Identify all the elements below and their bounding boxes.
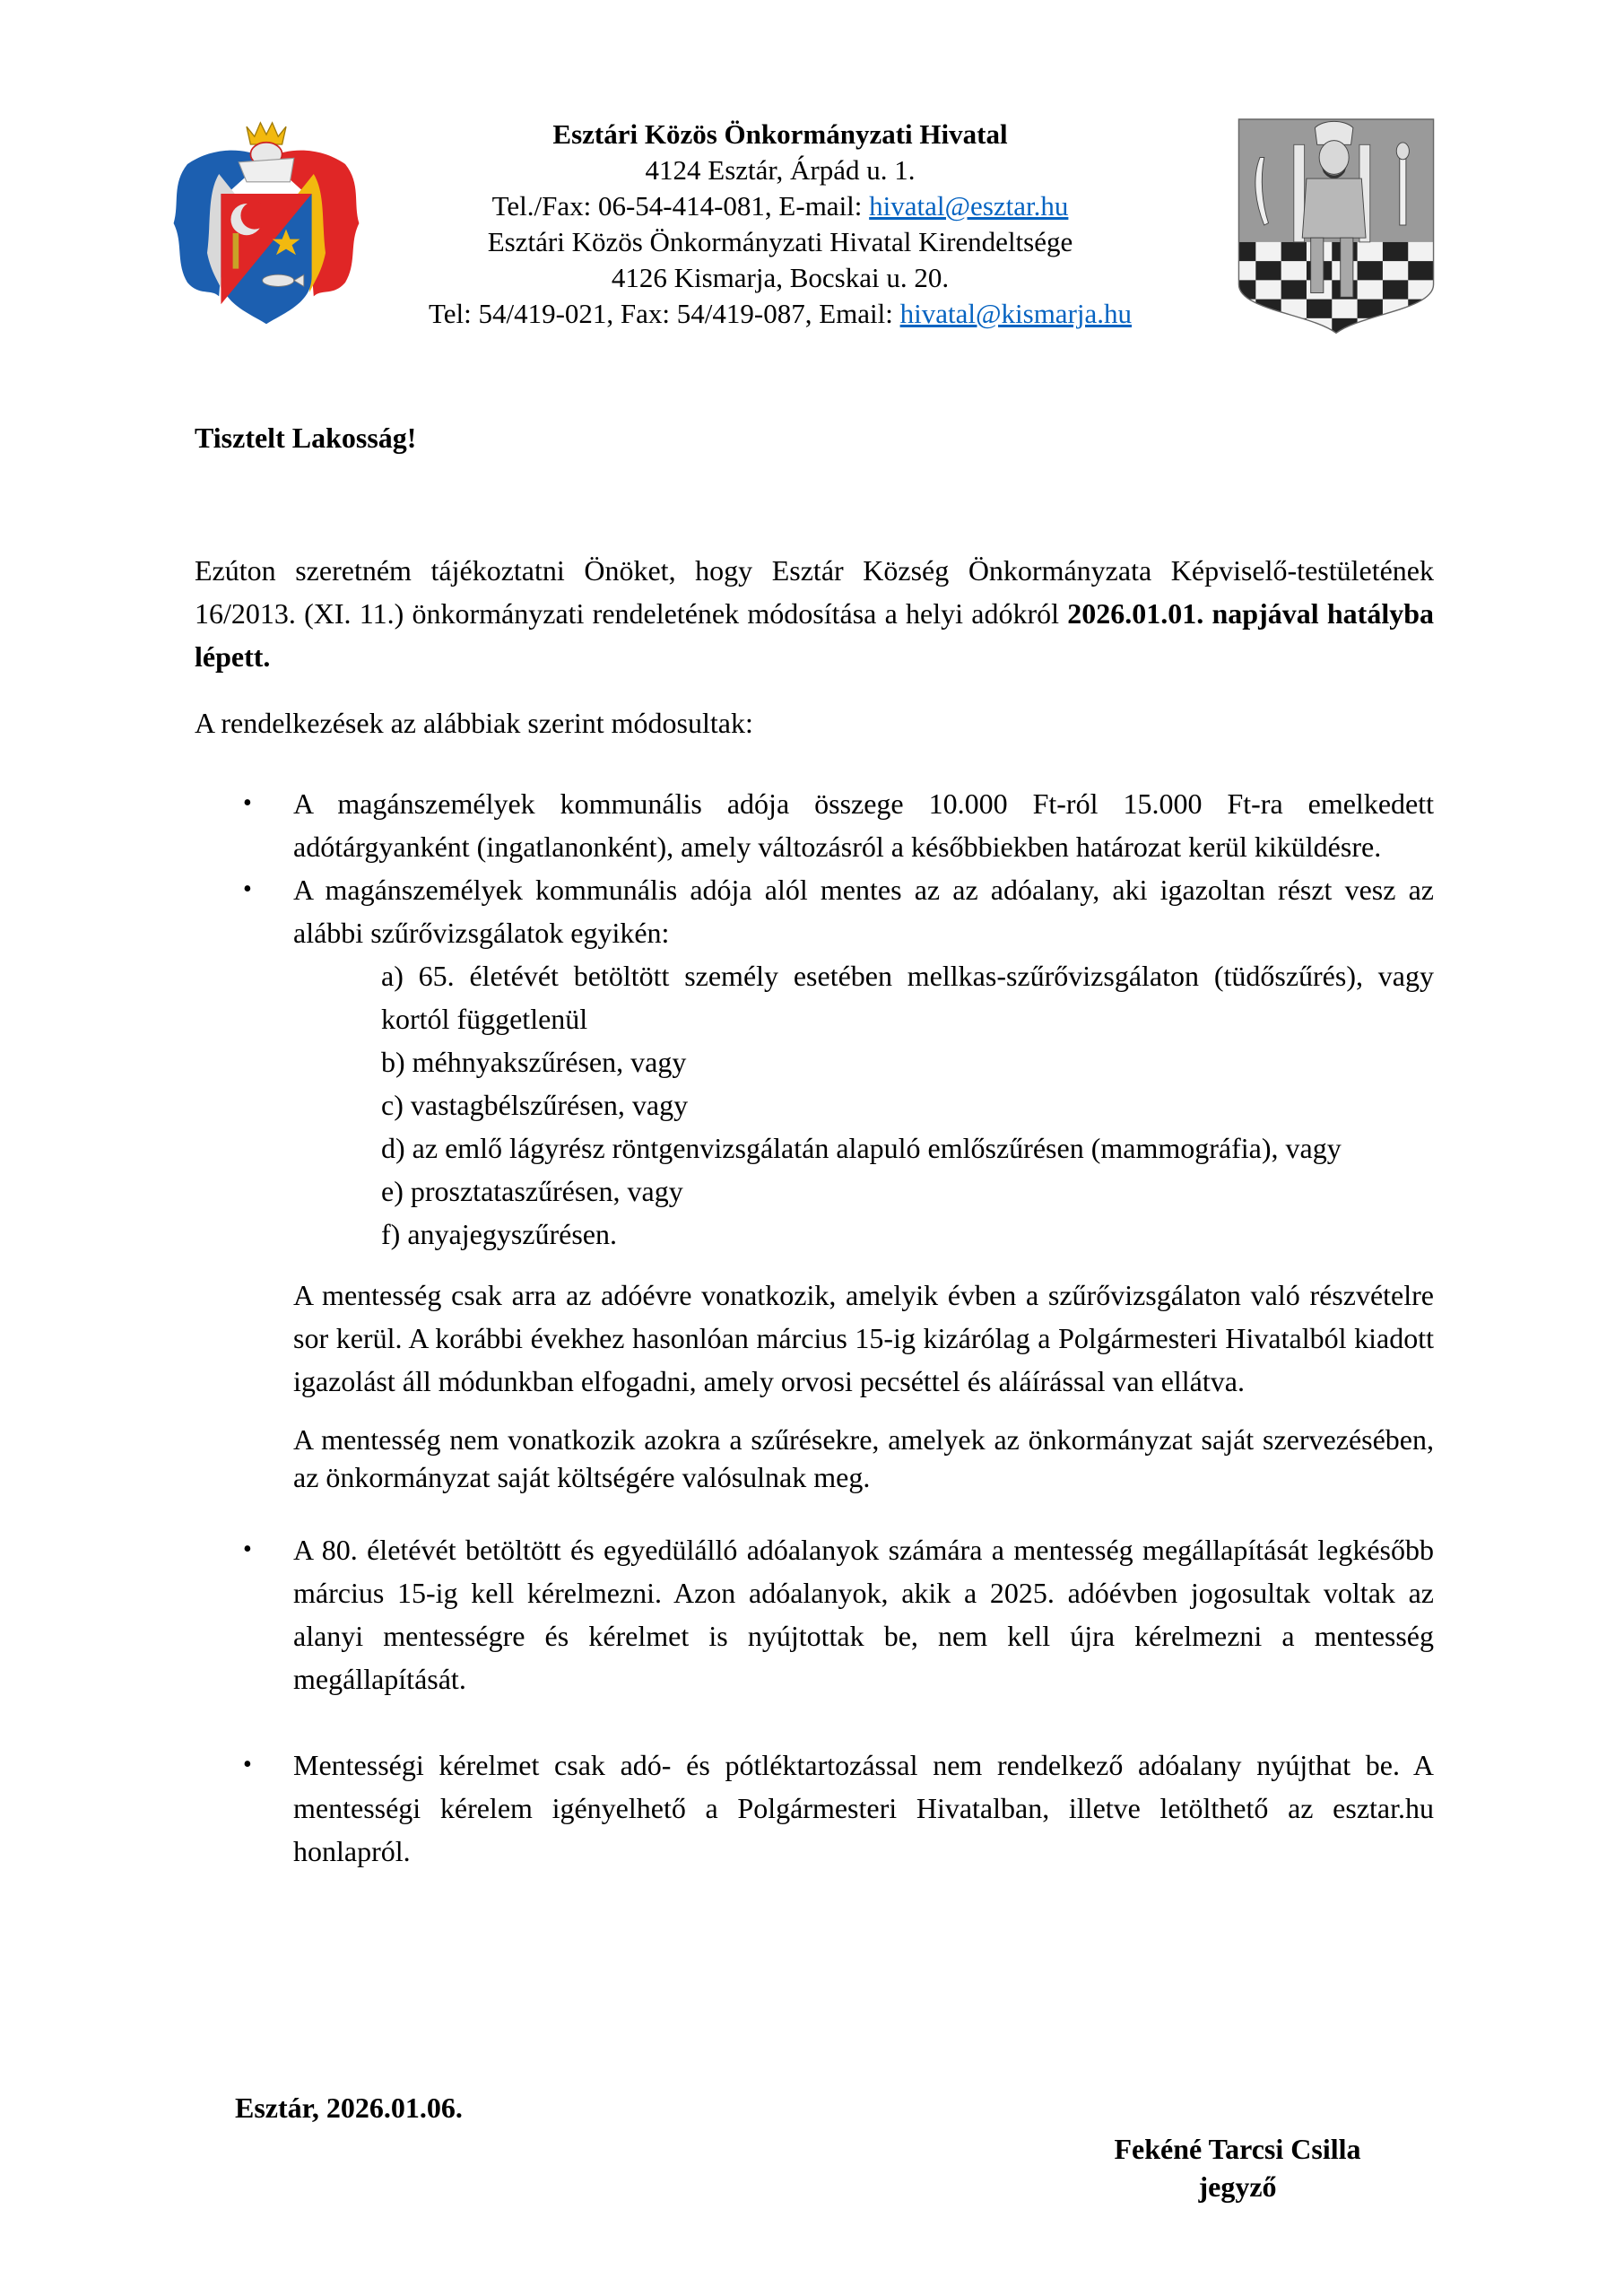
screening-item: c) vastagbélszűrésen, vagy	[381, 1089, 689, 1121]
bullet-icon: •	[243, 1751, 252, 1779]
kismarja-coat-of-arms-icon	[1230, 115, 1442, 335]
list-item-tax-increase	[195, 782, 1434, 868]
list-item-text: A 80. életévét betöltött és egyedülálló adóalanyok számára a mentesség megállapítását legkésőbb március 15-ig kell kérelmezni. Azon adóalanyok, akik a 2025. adóévben jogosultak voltak az alanyi mentességre és kérelmet is nyújtottak be, nem kell újra kérelmezni a mentesség megállapítását.	[293, 1534, 1434, 1695]
screening-list	[195, 954, 1434, 1256]
changes-heading: A rendelkezések az alábbiak szerint módosultak:	[195, 707, 753, 739]
screening-item: b) méhnyakszűrésen, vagy	[381, 1046, 687, 1078]
exemption-paragraph-2: A mentesség nem vonatkozik azokra a szűrésekre, amelyek az önkormányzat saját szervezésében, az önkormányzat saját költségére valósulnak meg.	[293, 1423, 1434, 1493]
provisions-list	[195, 782, 1434, 1873]
list-item-text: Mentességi kérelmet csak adó- és pótléktartozással nem rendelkező adóalany nyújthat be. A mentességi kérelem igényelhető a Polgármesteri Hivatalban, illetve letölthető az esztar.hu honlapról.	[293, 1749, 1434, 1867]
signer-title: jegyző	[1198, 2170, 1277, 2203]
office-name: Esztári Közös Önkormányzati Hivatal	[552, 118, 1008, 150]
screening-item: e) prosztataszűrésen, vagy	[381, 1175, 683, 1207]
list-item-text: A magánszemélyek kommunális adója összege 10.000 Ft-ról 15.000 Ft-ra emelkedett adótárgyanként (ingatlanonként), amely változásról a későbbiekben határozat kerül kiküldésre.	[293, 787, 1434, 863]
salutation: Tisztelt Lakosság!	[195, 422, 417, 454]
list-item-text: A magánszemélyek kommunális adója alól mentes az az adóalany, aki igazoltan részt vesz az alábbi szűrővizsgálatok egyikén:	[293, 874, 1434, 949]
bullet-icon: •	[243, 875, 252, 903]
branch-name: Esztári Közös Önkormányzati Hivatal Kirendeltsége	[487, 226, 1073, 257]
signer-name: Fekéné Tarcsi Csilla	[1114, 2133, 1361, 2165]
intro-paragraph	[195, 549, 1434, 678]
bullet-icon: •	[243, 1535, 252, 1563]
letterhead	[377, 117, 1184, 332]
list-item-application-conditions	[195, 1744, 1434, 1873]
exemption-paragraph-1: A mentesség csak arra az adóévre vonatkozik, amelyik évben a szűrővizsgálaton való részvételre sor kerül. A korábbi évekhez hasonlóan március 15-ig kizárólag a Polgármesteri Hivatalból kiadott igazolást áll módunkban elfogadni, amely orvosi pecséttel és aláírással van ellátva.	[293, 1279, 1434, 1397]
esztar-coat-of-arms-icon	[167, 115, 366, 332]
branch-address: 4126 Kismarja, Bocskai u. 20.	[611, 262, 950, 293]
office-phone-fax: Tel./Fax: 06-54-414-081, E-mail:	[491, 190, 870, 222]
office-address: 4124 Esztár, Árpád u. 1.	[645, 154, 916, 186]
branch-contact	[377, 296, 1184, 332]
branch-email-link[interactable]: hivatal@kismarja.hu	[899, 298, 1133, 329]
effective-date-statement: 2026.01.01. napjával hatályba lépett.	[195, 597, 1435, 673]
place-and-date: Esztár, 2026.01.06.	[235, 2092, 463, 2124]
list-item-elderly-exemption	[195, 1528, 1434, 1700]
signature-block	[1094, 2130, 1381, 2205]
office-contact	[377, 188, 1184, 224]
list-item-screening-exemption	[195, 868, 1434, 954]
screening-item: d) az emlő lágyrész röntgenvizsgálatán alapuló emlőszűrésen (mammográfia), vagy	[381, 1132, 1342, 1164]
screening-item: f) anyajegyszűrésen.	[381, 1218, 617, 1250]
intro-text: Ezúton szeretném tájékoztatni Önöket, hogy Esztár Község Önkormányzata Képviselő-testületének 16/2013. (XI. 11.) önkormányzati rendeletének módosítása a helyi adókról	[195, 554, 1434, 630]
screening-item: a) 65. életévét betöltött személy esetében mellkas-szűrővizsgálaton (tüdőszűrés), vagy kortól függetlenül	[381, 960, 1434, 1035]
office-email-link[interactable]: hivatal@esztar.hu	[869, 190, 1069, 222]
branch-phone-fax: Tel: 54/419-021, Fax: 54/419-087, Email:	[428, 298, 900, 329]
bullet-icon: •	[243, 789, 252, 817]
